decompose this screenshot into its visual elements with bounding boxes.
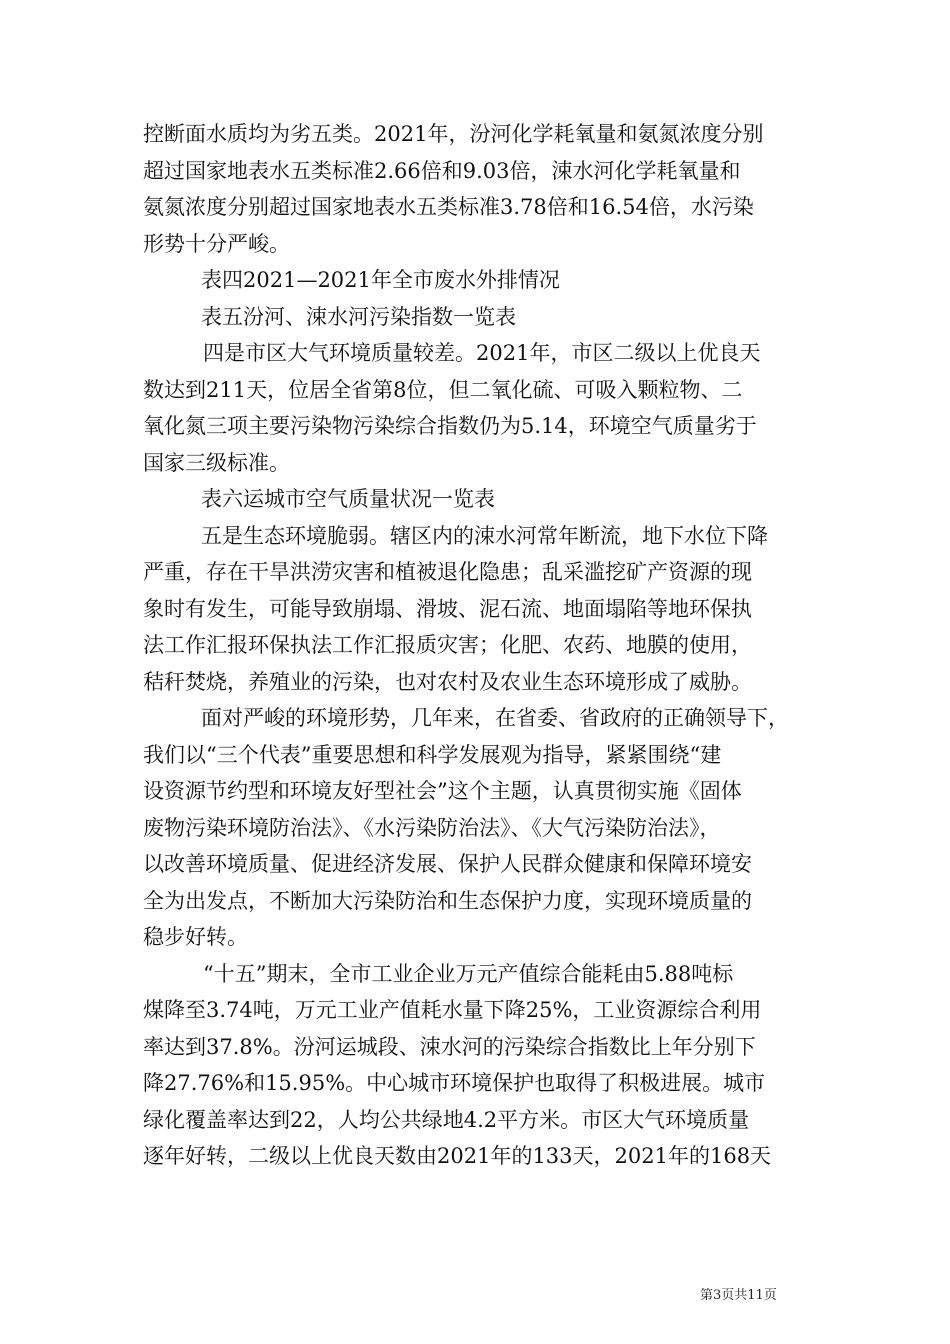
table-caption: 表六运城市空气质量状况一览表 bbox=[201, 487, 495, 511]
table-caption: 表五汾河、涑水河污染指数一览表 bbox=[201, 304, 516, 329]
text-line: 氨氮浓度分别超过国家地表水五类标准3.78倍和16.54倍，水污染 bbox=[143, 195, 754, 219]
text-line: 设资源节约型和环境友好型社会”这个主题，认真贯彻实施《固体 bbox=[143, 779, 742, 803]
text-line: 率达到37.8%。汾河运城段、涑水河的污染综合指数比上年分别下 bbox=[143, 1034, 756, 1059]
text-line: 全为出发点，不断加大污染防治和生态保护力度，实现环境质量的 bbox=[143, 888, 752, 913]
paragraph-start: 面对严峻的环境形势，几年来，在省委、省政府的正确领导下， bbox=[201, 706, 789, 730]
text-line: 逐年好转，二级以上优良天数由2021年的133天，2021年的168天 bbox=[143, 1144, 772, 1168]
text-line: 数达到211天，位居全省第8位，但二氧化硫、可吸入颗粒物、二 bbox=[143, 377, 743, 402]
paragraph-start: 五是生态环境脆弱。辖区内的涑水河常年断流，地下水位下降 bbox=[201, 523, 768, 548]
text-line: 超过国家地表水五类标准2.66倍和9.03倍，涑水河化学耗氧量和 bbox=[143, 158, 741, 183]
text-line: 法工作汇报环保执法工作汇报质灾害；化肥、农药、地膜的使用， bbox=[143, 633, 752, 657]
page-number: 第3页共11页 bbox=[700, 1288, 777, 1303]
text-line: 控断面水质均为劣五类。2021年，汾河化学耗氧量和氨氮浓度分别 bbox=[143, 122, 764, 146]
text-line: 形势十分严峻。 bbox=[143, 231, 290, 256]
text-line: 国家三级标准。 bbox=[143, 450, 290, 475]
text-line: 以改善环境质量、促进经济发展、保护人民群众健康和保障环境安 bbox=[143, 852, 752, 876]
text-line: 绿化覆盖率达到22，人均公共绿地4.2平方米。市区大气环境质量 bbox=[143, 1107, 750, 1132]
text-line: 秸秆焚烧，养殖业的污染，也对农村及农业生态环境形成了威胁。 bbox=[143, 669, 752, 694]
paragraph-start: “十五”期末，全市工业企业万元产值综合能耗由5.88吨标 bbox=[203, 961, 734, 986]
table-caption: 表四2021—2021年全市废水外排情况 bbox=[201, 268, 560, 292]
text-line: 降27.76%和15.95%。中心城市环境保护也取得了积极进展。城市 bbox=[143, 1071, 766, 1095]
text-line: 严重，存在干旱洪涝灾害和植被退化隐患；乱采滥挖矿产资源的现 bbox=[143, 560, 752, 584]
text-line: 稳步好转。 bbox=[143, 925, 248, 949]
text-line: 氧化氮三项主要污染物污染综合指数仍为5.14，环境空气质量劣于 bbox=[143, 414, 757, 438]
paragraph-start: 四是市区大气环境质量较差。2021年，市区二级以上优良天 bbox=[203, 341, 761, 365]
document-body bbox=[143, 116, 811, 1175]
text-line: 煤降至3.74吨，万元工业产值耗水量下降25%，工业资源综合利用 bbox=[143, 998, 762, 1022]
text-line: 我们以“三个代表”重要思想和科学发展观为指导，紧紧围绕“建 bbox=[143, 742, 722, 767]
text-line: 象时有发生，可能导致崩塌、滑坡、泥石流、地面塌陷等地环保执 bbox=[143, 596, 752, 621]
text-line: 废物污染环境防治法》、《水污染防治法》、《大气污染防治法》， bbox=[143, 815, 721, 840]
